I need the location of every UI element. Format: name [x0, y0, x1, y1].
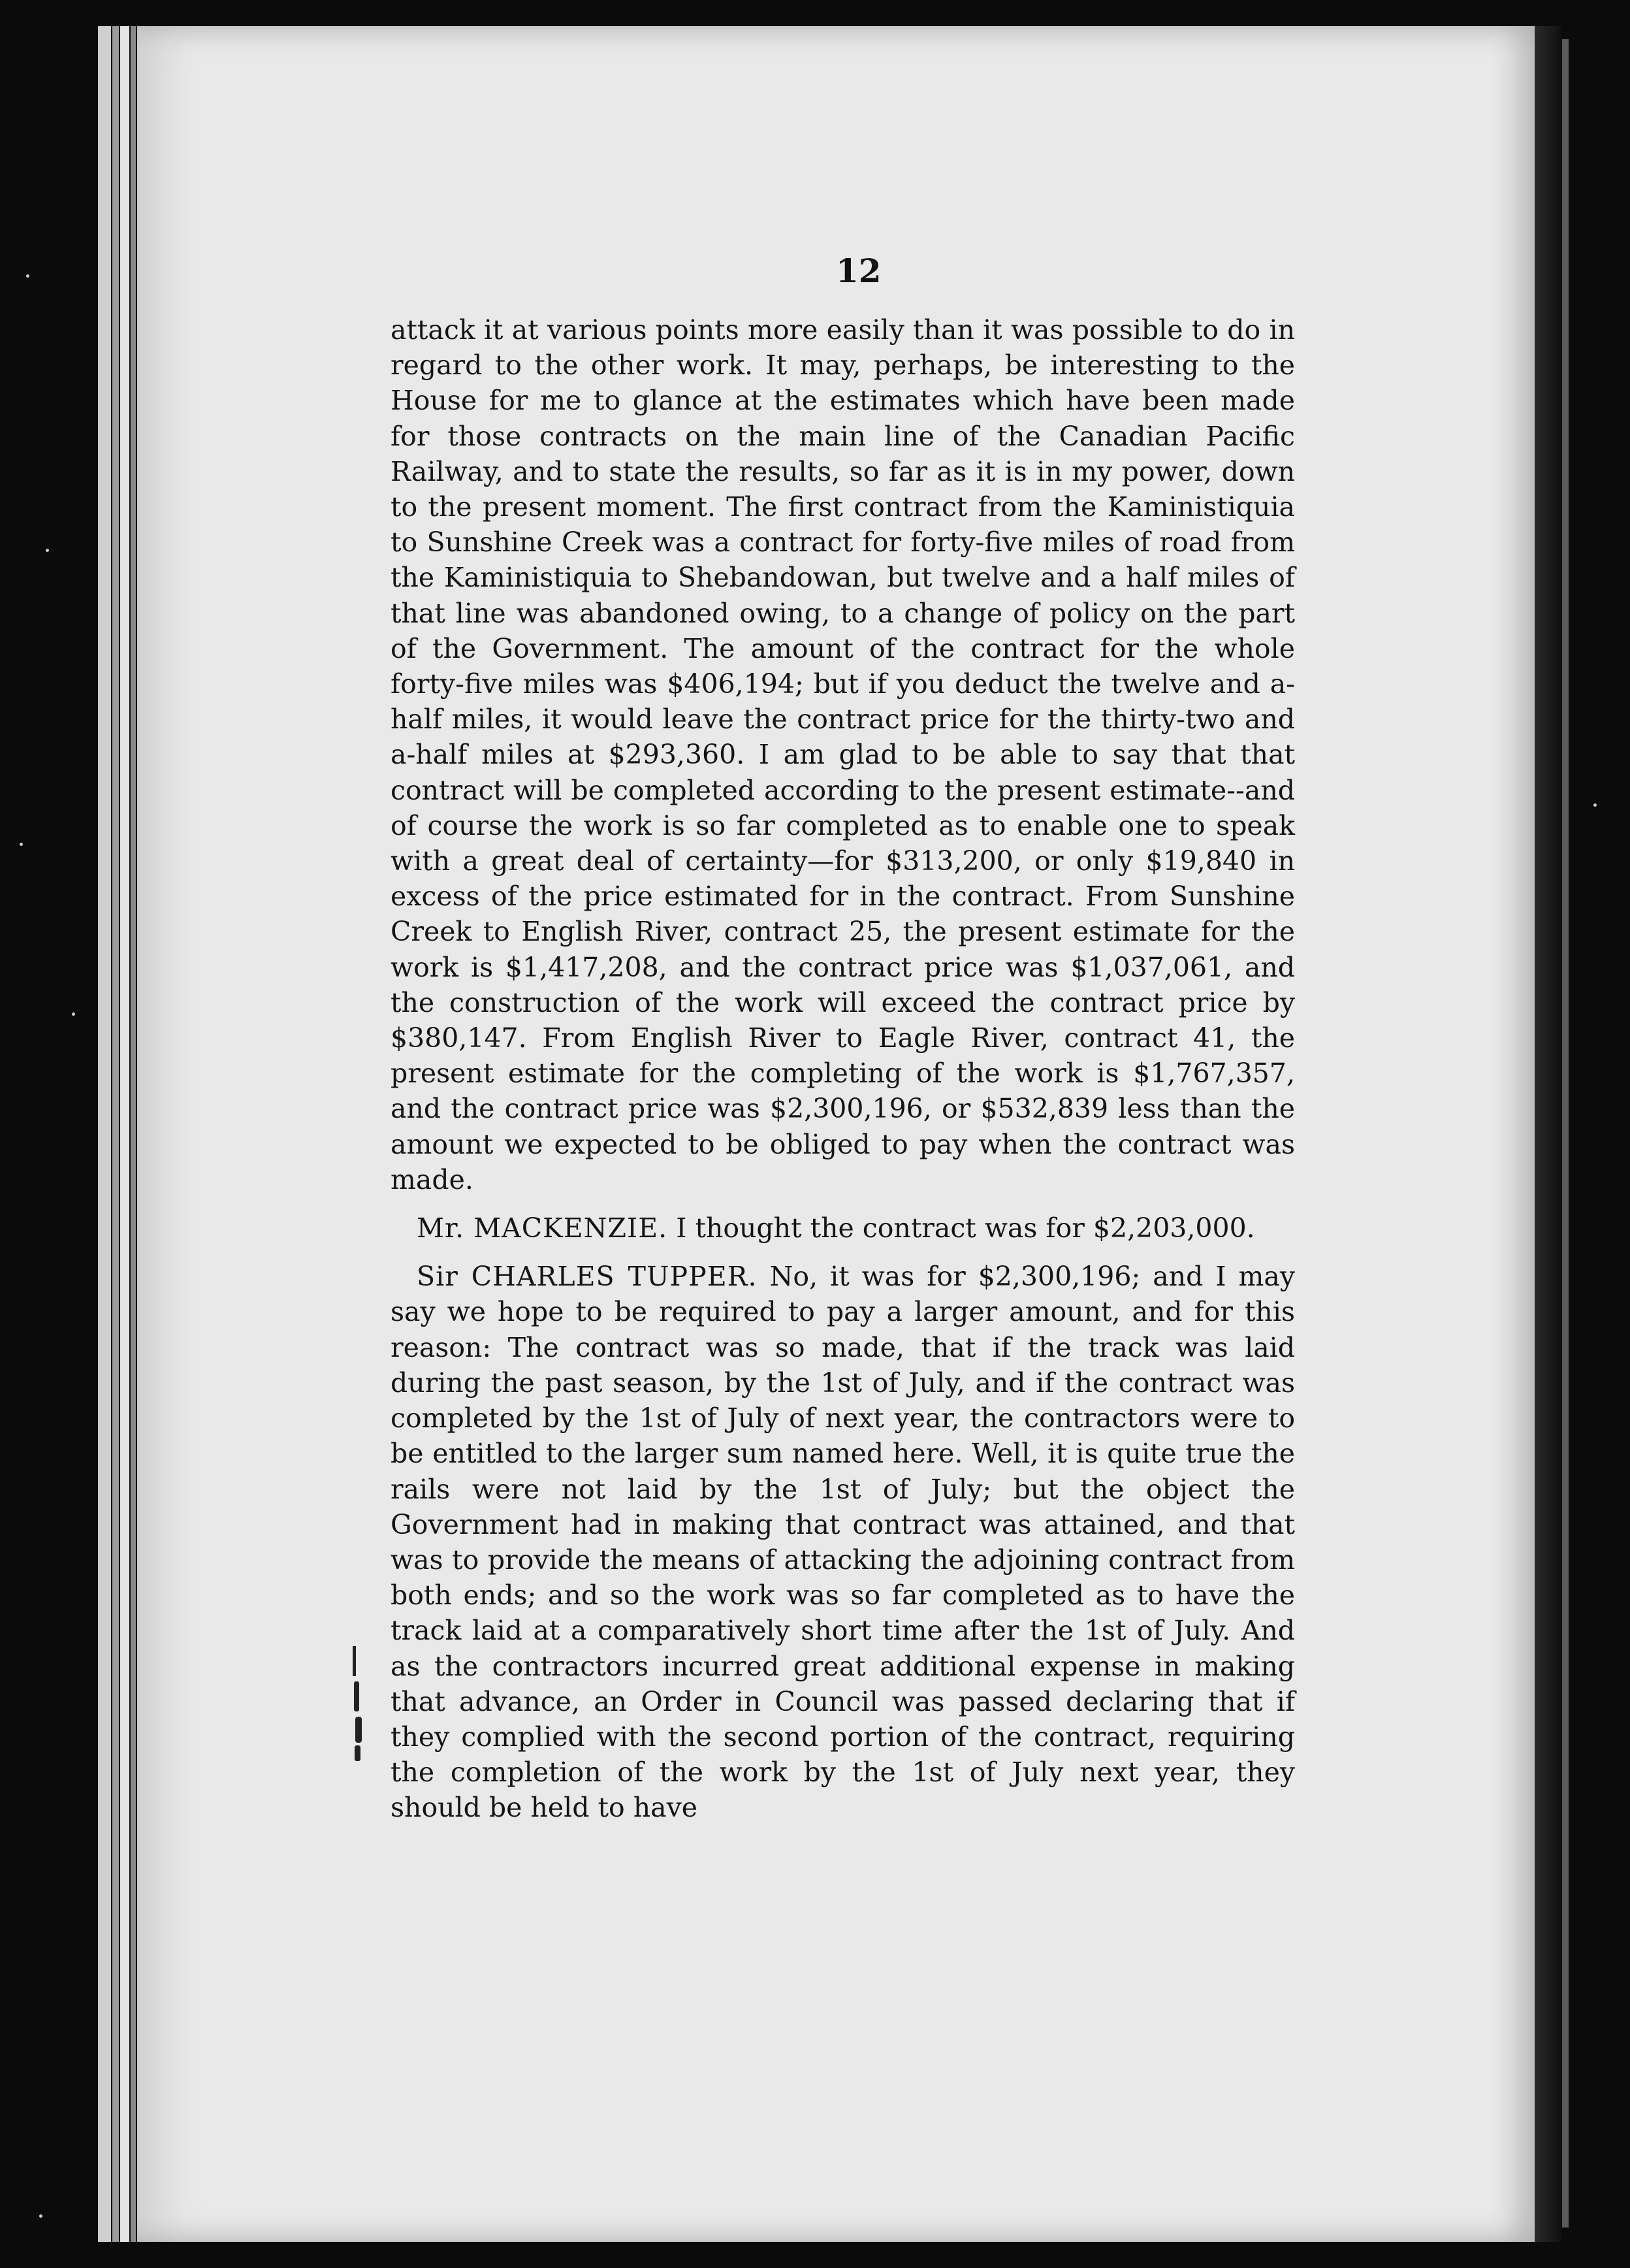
- margin-pencil-mark: [355, 1717, 362, 1743]
- page-body: [391, 312, 1295, 1826]
- scan-speck: [26, 274, 29, 278]
- page-gutter: [1535, 26, 1561, 2242]
- margin-pencil-mark: [353, 1646, 356, 1676]
- scan-speck: [72, 1012, 75, 1016]
- page-edge: [98, 26, 111, 2242]
- margin-pencil-mark: [354, 1681, 359, 1711]
- paragraph: [391, 1259, 1295, 1825]
- scan-speck: [39, 2214, 42, 2218]
- gutter-edge: [1562, 39, 1569, 2228]
- scan-speck: [20, 843, 23, 846]
- margin-pencil-mark: [355, 1745, 360, 1761]
- paragraph-text: attack it at various points more easily than it was possible to do in regard to the other work. It may, perhaps, be interesting to the House for me to glance at the estimates which have been made for those contracts on the main line of the Canadian Pacific Railway, and to state the results, so far as it is in my power, down to the present moment. The first contract from the Kaministiquia to Sunshine Creek was a contract for forty-five miles of road from the Kaministiquia to Shebandowan, but twelve and a half miles of that line was abandoned owing, to a change of policy on the part of the Government. The amount of the contract for the whole forty-five miles was $406,194; but if you deduct the twelve and a-half miles, it would leave the contract price for the thirty-two and a-half miles at $293,360. I am glad to be able to say that that contract will be completed according to the present estimate--and of course the work is so far completed as to enable one to speak with a great deal of certainty—for $313,200, or only $19,840 in excess of the price estimated for in the contract. From Sunshine Creek to English River, contract 25, the present estimate for the work is $1,417,208, and the contract price was $1,037,061, and the construction of the work will exceed the contract price by $380,147. From English River to Eagle River, contract 41, the present estimate for the completing of the work is $1,767,357, and the contract price was $2,300,196, or $532,839 less than the amount we expected to be obliged to pay when the contract was made.: [391, 314, 1295, 1195]
- paragraph-text: No, it was for $2,300,196; and I may say we hope to be required to pay a larger amount, and for this reason: The contract was so made, that if the track was laid during the past season, by the 1st of July, and if the contract was completed by the 1st of July of next year, the contractors were to be entitled to the larger sum named here. Well, it is quite true the rails were not laid by the 1st of July; but the object the Government had in making that contract was attained, and that was to provide the means of attacking the adjoining contract from both ends; and so the work was so far completed as to have the track laid at a comparatively short time after the 1st of July. And as the contractors incurred great additional expense in making that advance, an Order in Council was passed declaring that if they complied with the second portion of the contract, requiring the completion of the work by the 1st of July next year, they should be held to have: [391, 1261, 1295, 1824]
- paragraph: [391, 1210, 1295, 1246]
- speaker-name: Mr. MACKENZIE.: [417, 1212, 668, 1244]
- page-edge: [120, 26, 129, 2242]
- page-edge: [131, 26, 136, 2242]
- scan-speck: [1593, 803, 1597, 807]
- page-edge: [112, 26, 119, 2242]
- speaker-name: Sir CHARLES TUPPER.: [417, 1261, 758, 1293]
- paragraph-text: I thought the contract was for $2,203,000.: [676, 1212, 1255, 1244]
- scan-speck: [46, 549, 49, 552]
- page-number: 12: [836, 251, 882, 290]
- paragraph: [391, 312, 1295, 1197]
